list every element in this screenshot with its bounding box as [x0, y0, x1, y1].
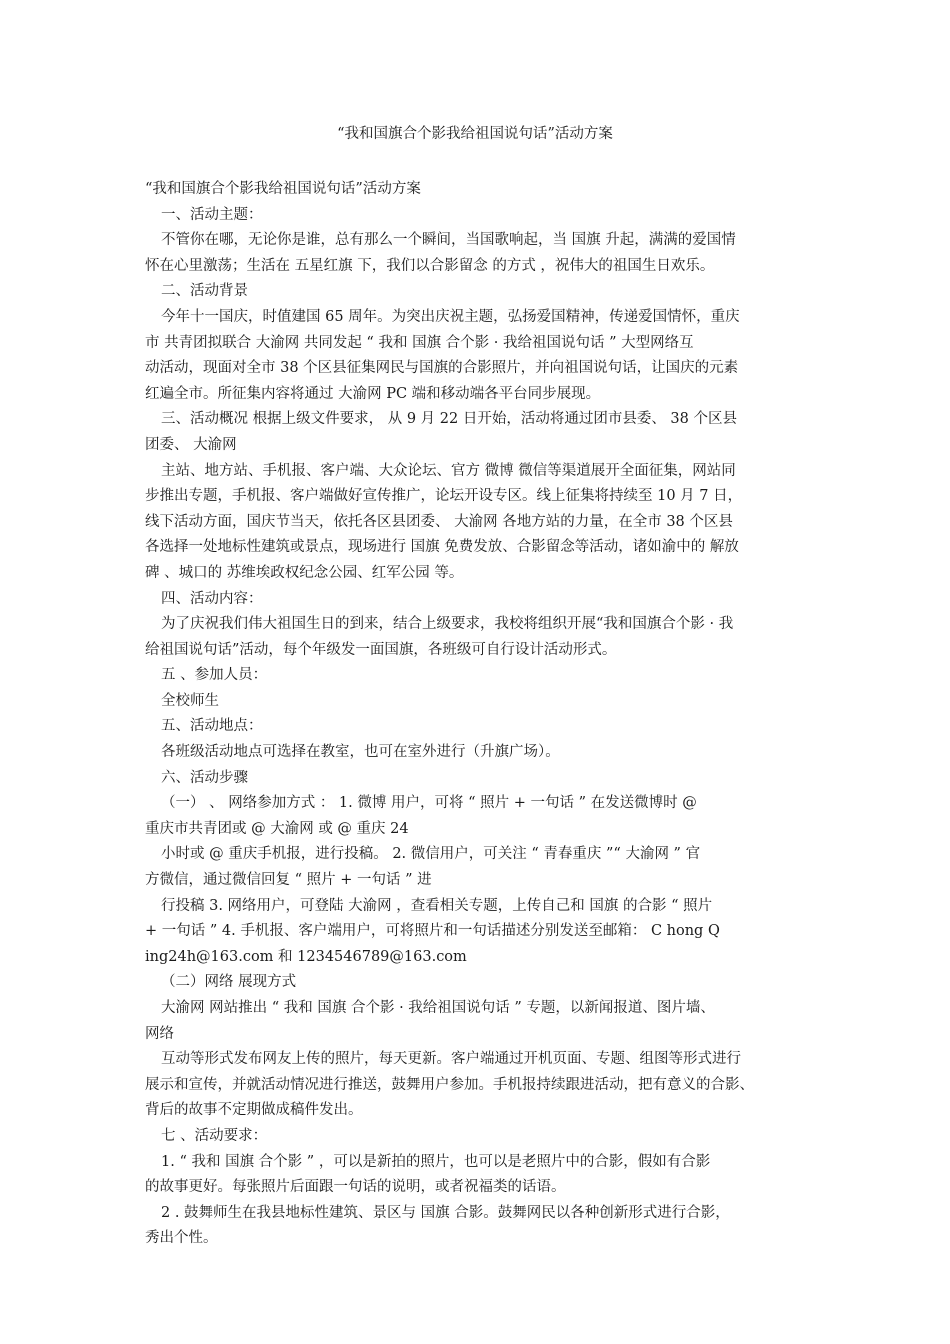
text-line: 怀在心里激荡；生活在 五星红旗 下，我们以合影留念 的方式 ，祝伟大的祖国生日欢乐。 [145, 257, 715, 274]
text-line: 四、活动内容： [161, 590, 263, 607]
text-line: 今年十一国庆，时值建国 65 周年。为突出庆祝主题，弘扬爱国精神，传递爱国情怀，重庆 [161, 308, 740, 325]
text-line: 秀出个性。 [145, 1230, 218, 1247]
text-line: 碑 、城口的 苏维埃政权纪念公园、红军公园 等。 [145, 564, 464, 581]
text-line: “我和国旗合个影我给祖国说句话”活动方案 [145, 181, 421, 197]
text-line: 主站、地方站、手机报、客户端、大众论坛、官方 微博 微信等渠道展开全面征集，网站同 [161, 462, 736, 479]
text-line: ing24h@163.com 和 1234546789@163.com [145, 948, 467, 965]
text-line: 市 共青团拟联合 大渝网 共同发起 “ 我和 国旗 合个影 · 我给祖国说句话 ” 大型网络互 [145, 334, 694, 351]
text-line: 二、活动背景 [161, 283, 248, 300]
text-line: 线下活动方面，国庆节当天，依托各区县团委、 大渝网 各地方站的力量，在全市 38 个区县 [145, 513, 733, 530]
text-line: 给祖国说句话”活动，每个年级发一面国旗，各班级可自行设计活动形式。 [145, 641, 617, 658]
text-line: 七 、活动要求： [161, 1127, 268, 1144]
text-line: 背后的故事不定期做成稿件发出。 [145, 1102, 363, 1119]
text-line: 小时或 @ 重庆手机报，进行投稿。 2. 微信用户，可关注 “ 青春重庆 ”“ 大渝网 ” 官 [161, 846, 701, 863]
text-line: 步推出专题，手机报、客户端做好宣传推广，论坛开设专区。线上征集将持续至 10 月 7 日， [145, 488, 743, 505]
text-line: 全校师生 [161, 692, 219, 709]
text-line: 六、活动步骤 [161, 769, 248, 786]
text-line: 为了庆祝我们伟大祖国生日的到来，结合上级要求，我校将组织开展“我和国旗合个影 · 我 [161, 616, 734, 633]
text-line: 各选择一处地标性建筑或景点，现场进行 国旗 免费发放、合影留念等活动，诸如渝中的 解放 [145, 539, 739, 556]
text-line: 重庆市共青团或 @ 大渝网 或 @ 重庆 24 [145, 820, 409, 837]
text-line: 方微信，通过微信回复 “ 照片 + 一句话 ” 进 [145, 872, 432, 889]
text-line: 五、活动地点： [161, 718, 263, 735]
document-title: “我和国旗合个影我给祖国说句话”活动方案 [337, 126, 613, 142]
text-line: 三、活动概况 根据上级文件要求， 从 9 月 22 日开始，活动将通过团市县委、 38 个区县 [161, 411, 737, 428]
text-line: （一） 、 网络参加方式 ： 1. 微博 用户，可将 “ 照片 + 一句话 ” 在发送微博时 @ [161, 795, 697, 812]
text-line: 的故事更好。每张照片后面跟一句话的说明，或者祝福类的话语。 [145, 1179, 566, 1196]
text-line: 各班级活动地点可选择在教室，也可在室外进行（升旗广场）。 [161, 744, 560, 761]
text-line: 展示和宣传，并就活动情况进行推送，鼓舞用户参加。手机报持续跟进活动，把有意义的合影、 [145, 1076, 754, 1093]
text-line: 网络 [145, 1025, 174, 1042]
document-body [145, 177, 815, 1252]
text-line: 红遍全市。所征集内容将通过 大渝网 PC 端和移动端各平台同步展现。 [145, 385, 601, 402]
text-line: 不管你在哪，无论你是谁，总有那么一个瞬间，当国歌响起，当 国旗 升起，满满的爱国情 [161, 232, 736, 249]
text-line: 互动等形式发布网友上传的照片，每天更新。客户端通过开机页面、专题、组图等形式进行 [161, 1051, 741, 1068]
text-line: 五 、参加人员： [161, 667, 268, 684]
text-line: 1. “ 我和 国旗 合个影 ” ，可以是新拍的照片，也可以是老照片中的合影，假如有合影 [161, 1153, 711, 1170]
text-line: 大渝网 网站推出 “ 我和 国旗 合个影 · 我给祖国说句话 ” 专题，以新闻报道、图片墙、 [161, 1000, 715, 1016]
text-line: 一、活动主题： [161, 206, 263, 223]
text-line: + 一句话 ” 4. 手机报、客户端用户，可将照片和一句话描述分别发送至邮箱： C hong Q [145, 923, 720, 940]
text-line: （二）网络 展现方式 [161, 974, 297, 991]
text-line: 团委、 大渝网 [145, 436, 237, 453]
text-line: 动活动，现面对全市 38 个区县征集网民与国旗的合影照片，并向祖国说句话，让国庆的元素 [145, 360, 739, 377]
text-line: 2 . 鼓舞师生在我县地标性建筑、景区与 国旗 合影。鼓舞网民以各种创新形式进行合影， [161, 1204, 730, 1221]
text-line: 行投稿 3. 网络用户，可登陆 大渝网 ，查看相关专题，上传自己和 国旗 的合影 “ 照片 [161, 897, 713, 914]
